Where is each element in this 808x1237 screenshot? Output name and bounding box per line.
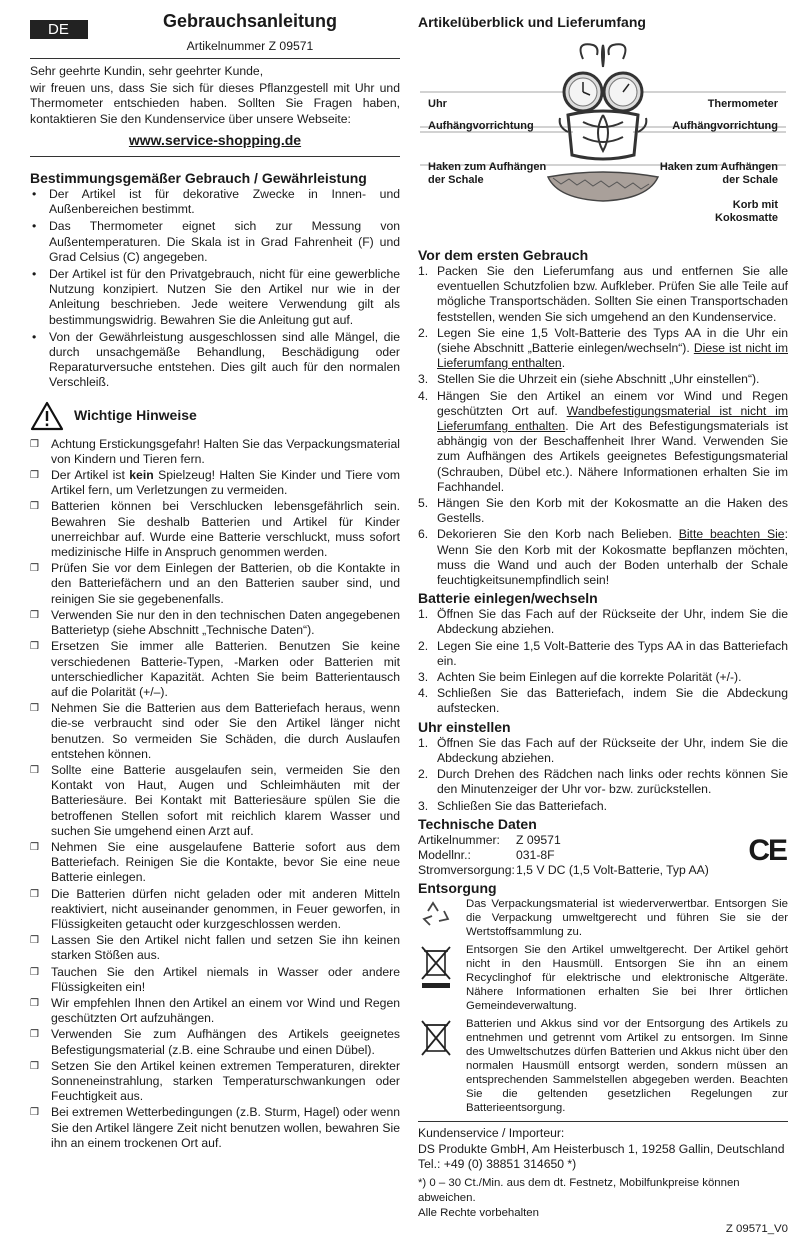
usage-item: • Der Artikel ist für dekorative Zwecke in Innen- und Außenbereichen bestimmt. xyxy=(30,187,400,217)
label-hook-right-1: Haken zum Aufhängen xyxy=(659,161,778,173)
language-badge: DE xyxy=(30,20,88,39)
intro-greeting: Sehr geehrte Kundin, sehr geehrter Kunde, xyxy=(30,64,264,78)
warning-item: ❒ Der Artikel ist kein Spielzeug! Halten Sie Kinder und Tiere vom Artikel fern, um Verletzungen zu vermeiden. xyxy=(30,468,400,498)
warning-item: ❒ Nehmen Sie die Batterien aus dem Batteriefach heraus, wenn die-se verbraucht sind oder Sie den Artikel länger nicht benutzen. So vermeiden Sie Schäden, die durch Auslaufen entstehen können. xyxy=(30,701,400,761)
usage-item: • Das Thermometer eignet sich zur Messung von Außentemperaturen. Die Skala ist in Grad Fahrenheit (F) und Grad Celsius (C) angegeben. xyxy=(30,219,400,265)
footer-note: *) 0 – 30 Ct./Min. aus dem dt. Festnetz, Mobilfunkpreise können abweichen. xyxy=(418,1176,740,1205)
checkbox-bullet-icon: ❒ xyxy=(30,888,39,900)
warnings-header xyxy=(30,401,400,431)
disposal-device: Entsorgen Sie den Artikel umweltgerecht. Der Artikel gehört nicht in den Hausmüll. Entsorgen Sie ihn an einem Recyclinghof für elektrische und elektronische Altgeräte. Nähere Informationen erhalten Sie bei Ihrer örtlichen Gemeindeverwaltung. xyxy=(418,943,788,1013)
warning-item: ❒ Verwenden Sie nur den in den technischen Daten angegebenen Batterietyp (siehe Abschnitt „Technische Daten“). xyxy=(30,607,400,638)
label-basket-2: Kokosmatte xyxy=(715,212,778,224)
warning-item: ❒ Sollte eine Batterie ausgelaufen sein, vermeiden Sie den Kontakt von Haut, Augen und Schleimhäuten mit der Batteriesäure. Bei Kontakt mit Batteriesäure spülen Sie die betroffenen Stellen sofort mit reichlich klarem Wasser und suchen Sie umgehend einen Arzt auf. xyxy=(30,762,400,838)
checkbox-bullet-icon: ❒ xyxy=(30,997,39,1009)
step-item: 2. Legen Sie eine 1,5 Volt-Batterie des Typs AA in das Batteriefach ein. xyxy=(418,638,788,668)
left-column xyxy=(30,64,400,1152)
warning-item: ❒ Bei extremen Wetterbedingungen (z.B. Sturm, Hagel) oder wenn Sie den Artikel längere Zeit nicht benutzen wollen, bewahren Sie ihn an einem trockenen Ort auf. xyxy=(30,1105,400,1150)
header-divider xyxy=(30,58,400,59)
step-item: 3. Stellen Sie die Uhrzeit ein (siehe Abschnitt „Uhr einstellen“). xyxy=(418,372,760,387)
checkbox-bullet-icon: ❒ xyxy=(30,935,39,947)
weee-bin-icon xyxy=(418,943,466,1013)
checkbox-bullet-icon: ❒ xyxy=(30,609,39,621)
warnings-list xyxy=(30,437,400,1151)
warning-item: ❒ Tauchen Sie den Artikel niemals in Wasser oder andere Flüssigkeiten ein! xyxy=(30,964,400,994)
step-item: 1. Packen Sie den Lieferumfang aus und entfernen Sie alle eventuellen Schutzfolien bzw. Aufkleber. Prüfen Sie alle Teile auf mögliche Transportschäden. Sollten Sie einen Transportschaden feststellen, wenden Sie sich umgehend an den Kundenservice. xyxy=(418,264,788,324)
recycling-icon xyxy=(418,897,466,939)
footer-tel: Tel.: +49 (0) 38851 314650 *) xyxy=(418,1156,577,1171)
page-title: Gebrauchsanleitung xyxy=(162,11,338,31)
right-column xyxy=(418,14,788,1237)
checkbox-bullet-icon: ❒ xyxy=(30,966,39,978)
footer-service: Kundenservice / Importeur: xyxy=(418,1126,565,1141)
checkbox-bullet-icon: ❒ xyxy=(30,563,39,575)
checkbox-bullet-icon: ❒ xyxy=(30,764,39,776)
battery-bin-icon xyxy=(418,1017,466,1115)
usage-list xyxy=(30,187,400,391)
usage-heading: Bestimmungsgemäßer Gebrauch / Gewährleistung xyxy=(30,170,367,187)
tech-data xyxy=(418,833,788,879)
intro-text: wir freuen uns, dass Sie sich für dieses Pflanzgestell mit Uhr und Thermometer entschieden haben. Sollten Sie Fragen haben, kontaktieren Sie den Kundenservice über unsere Webseite: xyxy=(30,81,400,126)
step-item: 1. Öffnen Sie das Fach auf der Rückseite der Uhr, indem Sie die Abdeckung abziehen. xyxy=(418,607,788,637)
footer-code: Z 09571_V0 xyxy=(725,1222,788,1235)
disposal-packaging: Das Verpackungsmaterial ist wiederverwertbar. Entsorgen Sie die Verpackung umweltgerecht und führen Sie sie der Wertstoffsammlung zu. xyxy=(418,897,788,939)
warning-triangle-icon xyxy=(30,401,64,431)
warning-item: ❒ Lassen Sie den Artikel nicht fallen und setzen Sie ihn keinen starken Stößen aus. xyxy=(30,933,400,963)
ce-mark: CE xyxy=(748,833,786,867)
step-item: 3. Schließen Sie das Batteriefach. xyxy=(418,798,608,813)
disposal-batteries: Batterien und Akkus sind vor der Entsorgung des Artikels zu entnehmen und getrennt vom Artikel zu entsorgen. Im Sinne des Umweltschutzes dürfen Batterien und Akkus nicht über den normalen Hausmüll entsorgt werden, sondern müssen an entsprechenden Sammelstellen abgegeben werden. Beachten Sie die geltenden gesetzlichen Regelungen zur Batterieentsorgung. xyxy=(418,1017,788,1115)
tech-row: Modellnr.: 031-8F xyxy=(418,847,555,862)
footer-rights: Alle Rechte vorbehalten xyxy=(418,1207,539,1220)
tech-row: Stromversorgung: 1,5 V DC (1,5 Volt-Batterie, Typ AA) xyxy=(418,863,709,878)
step-item: 2. Legen Sie eine 1,5 Volt-Batterie des Typs AA in die Uhr ein (siehe Abschnitt „Batterie einlegen/wechseln“). Diese ist nicht im Lieferumfang enthalten. xyxy=(418,325,788,371)
step-item: 4. Schließen Sie das Batteriefach, indem Sie die Abdeckung aufstecken. xyxy=(418,686,788,716)
label-basket-1: Korb mit xyxy=(732,199,778,211)
label-hanger-left: Aufhängvorrichtung xyxy=(428,120,534,132)
warning-item: ❒ Prüfen Sie vor dem Einlegen der Batterien, ob die Kontakte in den Batteriefächern und an den Batterien sauber sind, und reinigen Sie sie gegebenenfalls. xyxy=(30,561,400,606)
warning-item: ❒ Die Batterien dürfen nicht geladen oder mit anderen Mitteln reaktiviert, nicht auseinander genommen, in Feuer geworfen, in Flüssigkeiten getaucht oder kurzgeschlossen werden. xyxy=(30,886,400,931)
warning-item: ❒ Batterien können bei Verschlucken lebensgefährlich sein. Bewahren Sie deshalb Batterien und Artikel für Kinder unerreichbar auf. Wurde eine Batterie verschluckt, muss sofort medizinische Hilfe in Anspruch genommen werden. xyxy=(30,499,400,560)
first-use-heading: Vor dem ersten Gebrauch xyxy=(418,247,589,263)
step-item: 2. Durch Drehen des Rädchen nach links oder rechts können Sie den Minutenzeiger der Uhr vor- bzw. zurückstellen. xyxy=(418,767,788,797)
checkbox-bullet-icon: ❒ xyxy=(30,501,39,513)
step-item: 3. Achten Sie beim Einlegen auf die korrekte Polarität (+/-). xyxy=(418,670,742,685)
warning-item: ❒ Ersetzen Sie immer alle Batterien. Benutzen Sie keine verschiedenen Batterie-Typen, -Marken oder Batterien mit unterschiedlicher Kapazität. Achten Sie beim Batterientausch auf die Polarität (+/–). xyxy=(30,639,400,699)
checkbox-bullet-icon: ❒ xyxy=(30,1107,39,1119)
warnings-heading: Wichtige Hinweise xyxy=(74,407,197,424)
checkbox-bullet-icon: ❒ xyxy=(30,703,39,715)
label-thermometer: Thermometer xyxy=(707,98,778,110)
tech-heading: Technische Daten xyxy=(418,815,537,832)
checkbox-bullet-icon: ❒ xyxy=(30,1029,39,1041)
label-clock: Uhr xyxy=(428,98,447,110)
step-item: 1. Öffnen Sie das Fach auf der Rückseite der Uhr, indem Sie die Abdeckung abziehen. xyxy=(418,735,788,765)
usage-item: • Von der Gewährleistung ausgeschlossen sind alle Mängel, die durch unsachgemäße Behandlung, Beschädigung oder Reparaturversuche entstehen. Dies gilt auch für den normalen Verschleiß. xyxy=(30,330,400,391)
disposal-heading: Entsorgung xyxy=(418,880,497,897)
label-hook-left-2: der Schale xyxy=(428,174,484,186)
usage-item: • Der Artikel ist für den Privatgebrauch, nicht für eine gewerbliche Nutzung konzipiert. Nutzen Sie den Artikel nur wie in der Anleitung beschrieben. Jede weitere Verwendung gilt als bestimmungswidrig. Bewahren Sie die Anleitung gut auf. xyxy=(30,267,400,328)
footer xyxy=(418,1121,788,1236)
warning-item: ❒ Wir empfehlen Ihnen den Artikel an einem vor Wind und Regen geschützten Ort aufzuhängen. xyxy=(30,995,400,1026)
label-hanger-right: Aufhängvorrichtung xyxy=(672,120,778,132)
battery-steps xyxy=(418,607,788,716)
step-item: 5. Hängen Sie den Korb mit der Kokosmatte an die Haken des Gestells. xyxy=(418,496,788,526)
clock-heading: Uhr einstellen xyxy=(418,718,511,735)
first-use-steps xyxy=(418,264,788,588)
checkbox-bullet-icon: ❒ xyxy=(30,841,39,853)
tech-row: Artikelnummer: Z 09571 xyxy=(418,832,561,847)
label-hook-right-2: der Schale xyxy=(722,174,778,186)
checkbox-bullet-icon: ❒ xyxy=(30,438,39,450)
checkbox-bullet-icon: ❒ xyxy=(30,470,39,482)
intro-divider xyxy=(30,156,400,157)
warning-item: ❒ Verwenden Sie zum Aufhängen des Artikels geeignetes Befestigungsmaterial (z.B. eine Schraube und einen Dübel). xyxy=(30,1027,400,1057)
footer-address: DS Produkte GmbH, Am Heisterbusch 1, 19258 Gallin, Deutschland xyxy=(418,1141,785,1156)
product-diagram xyxy=(418,37,788,224)
overview-heading: Artikelüberblick und Lieferumfang xyxy=(418,14,646,30)
label-hook-left-1: Haken zum Aufhängen xyxy=(428,161,547,173)
warning-item: ❒ Nehmen Sie eine ausgelaufene Batterie sofort aus dem Batteriefach. Reinigen Sie die Kontakte, bevor Sie eine neue Batterie einlegen. xyxy=(30,839,400,885)
warning-item: ❒ Setzen Sie den Artikel keinen extremen Temperaturen, direkter Sonneneinstrahlung, starken Temperaturschwankungen oder Feuchtigkeit aus. xyxy=(30,1058,400,1104)
step-item: 4. Hängen Sie den Artikel an einem vor Wind und Regen geschützten Ort auf. Wandbefestigungsmaterial ist nicht im Lieferumfang enthalten. Die Art des Befestigungsmaterials ist abhängig von der Beschaffenheit Ihrer Wand. Verwenden Sie zum Aufhängen des Artikels geeignetes Befestigungsmaterial (Schrauben, Dübel etc.). Nähere Informationen erhalten Sie im Fachhandel. xyxy=(418,388,788,494)
checkbox-bullet-icon: ❒ xyxy=(30,1060,39,1072)
article-number: Artikelnummer Z 09571 xyxy=(186,39,314,53)
clock-steps xyxy=(418,736,788,814)
warning-item: ❒ Achtung Erstickungsgefahr! Halten Sie das Verpackungsmaterial von Kindern und Tieren fern. xyxy=(30,436,400,466)
step-item: 6. Dekorieren Sie den Korb nach Belieben. Bitte beachten Sie: Wenn Sie den Korb mit der Kokosmatte bepflanzen möchten, muss die Wand und auch der Boden unterhalb der Schale feuchtigkeitsunempfindlich sein! xyxy=(418,527,788,588)
checkbox-bullet-icon: ❒ xyxy=(30,641,39,653)
battery-heading: Batterie einlegen/wechseln xyxy=(418,590,598,607)
service-link[interactable]: www.service-shopping.de xyxy=(128,131,302,148)
